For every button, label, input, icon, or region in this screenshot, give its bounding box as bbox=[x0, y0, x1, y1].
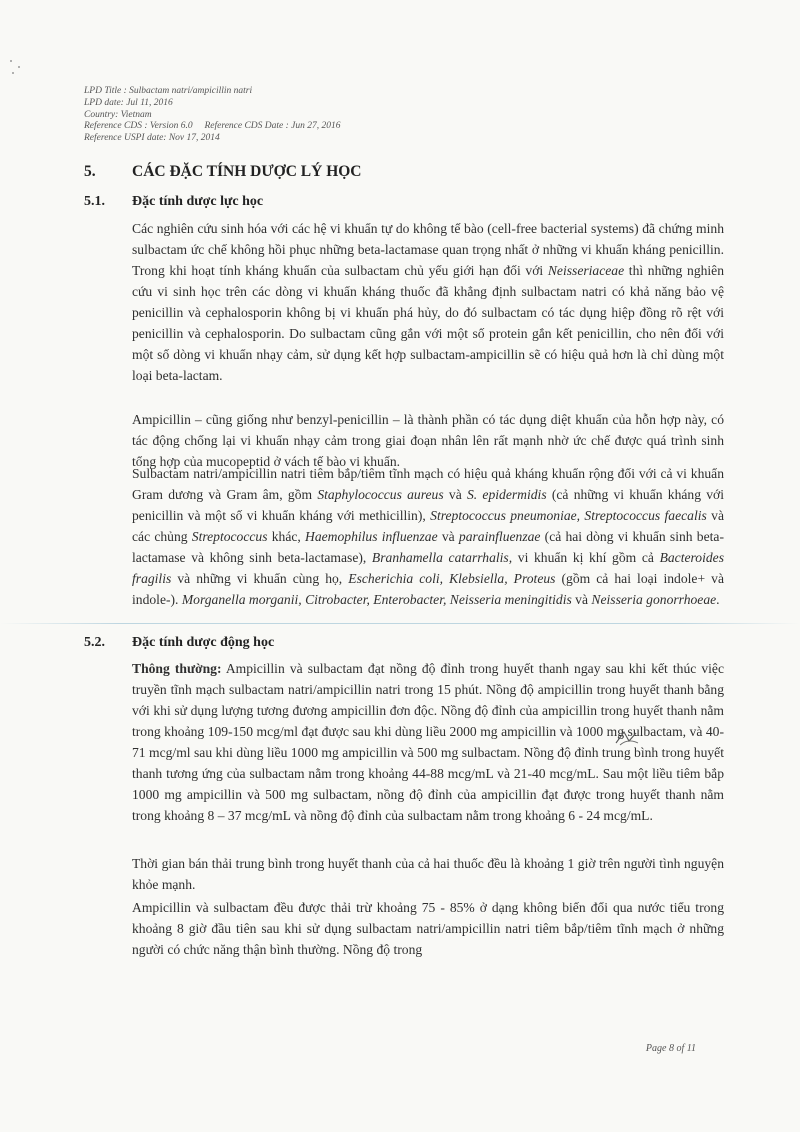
italic-term: S. epidermidis bbox=[466, 486, 547, 502]
text-run: khác, bbox=[271, 528, 301, 544]
italic-term: Neisseria gonorrhoeae bbox=[591, 591, 717, 607]
section-heading bbox=[84, 163, 724, 181]
italic-term: Escherichia coli, Klebsiella, Proteus bbox=[348, 570, 556, 586]
subsection-heading-5-2 bbox=[84, 635, 724, 651]
text-run: và những vi khuẩn cùng họ, bbox=[177, 570, 343, 586]
header-title: LPD Title : Sulbactam natri/ampicillin natri bbox=[84, 86, 253, 96]
italic-term: Bacteroides fragilis bbox=[132, 549, 724, 586]
subsection-title: Đặc tính dược động học bbox=[132, 635, 275, 650]
italic-term: Haemophilus influenzae bbox=[305, 528, 438, 544]
text-run: Ampicillin và sulbactam đạt nồng độ đỉnh trong huyết thanh ngay sau khi kết thúc việc truyền tĩnh mạch sulbactam natri/ampicillin natri trong 15 phút. Nồng độ ampicillin trong huyết thanh bằng với khi sử dụng lượng tương đương ampicillin đơn độc. Nồng độ đỉnh của ampicillin trong huyết thanh nằm trong khoảng 109-150 mcg/ml đạt được sau khi dùng liều 2000 mg ampicillin và 1000 mg sulbactam, và 40-71 mcg/ml sau khi dùng liều 1000 mg ampicillin và 500 mg sulbactam. Nồng độ đỉnh trung bình trong huyết thanh tương ứng của sulbactam nằm trong khoảng 44-88 mcg/mL và 21-40 mcg/mL. Sau một liều tiêm bắp 1000 mg ampicillin và 500 mg sulbactam, nồng độ đỉnh của ampicillin đạt được trong huyết thanh nằm trong khoảng 8 – 37 mcg/mL và nồng độ đỉnh của sulbactam nằm trong khoảng 6 - 24 mcg/mL. bbox=[132, 660, 724, 823]
handwritten-mark-icon bbox=[614, 729, 640, 747]
subsection-title: Đặc tính dược lực học bbox=[132, 194, 264, 209]
italic-term: Staphylococcus aureus bbox=[317, 486, 444, 502]
header-date: LPD date: Jul 11, 2016 bbox=[84, 97, 173, 108]
text-run: (cả hai dòng vi khuẩn sinh beta-lactamase và không sinh beta-lactamase), bbox=[132, 528, 724, 565]
italic-term: Streptococcus pneumoniae, Streptococcus faecalis bbox=[430, 507, 707, 523]
paragraph-pharmacokinetics-3: Ampicillin và sulbactam đều được thải trừ khoảng 75 - 85% ở dạng không biến đổi qua nước tiểu trong khoảng 8 giờ đầu tiên sau khi sử dụng sulbactam natri/ampicillin natri tiêm bắp/tiêm tĩnh mạch ở những người có chức năng thận bình thường. Nồng độ trong bbox=[132, 899, 724, 957]
text-run: thì những nghiên cứu vi sinh học trên các dòng vi khuẩn kháng thuốc đã khẳng định sulbactam natri có khả năng bảo vệ penicillin và cephalosporin không bị vi khuẩn phá hủy, do đó sulbactam có tác dụng hiệp đồng rõ rệt với penicillin và cephalosporin. Do sulbactam cũng gắn với một số protein gắn kết penicillin, cho nên đối với một số dòng vi khuẩn nhạy cảm, sử dụng kết hợp sulbactam-ampicillin sẽ có hiệu quả hơn là chỉ dùng một loại beta-lactam. bbox=[132, 262, 725, 383]
text-run: vi khuẩn kị khí gồm cả bbox=[517, 549, 654, 565]
header-reference-cds: Reference CDS : Version 6.0 Reference CDS Date : Jun 27, 2016 bbox=[84, 121, 341, 132]
scan-artifact-line bbox=[0, 623, 800, 624]
text-run: . bbox=[716, 591, 720, 607]
italic-term: Branhamella catarrhalis, bbox=[371, 549, 513, 565]
section-number: 5. bbox=[84, 163, 96, 180]
italic-term: Neisseriaceae bbox=[547, 262, 625, 278]
subsection-number: 5.2. bbox=[84, 635, 105, 650]
text-run: (gồm cả hai loại indole+ và indole-). bbox=[132, 570, 725, 607]
subsection-number: 5.1. bbox=[84, 194, 105, 209]
section-title: CÁC ĐẶC TÍNH DƯỢC LÝ HỌC bbox=[132, 163, 362, 180]
italic-term: Streptococcus bbox=[191, 528, 268, 544]
paragraph-pharmacodynamics-2: Ampicillin – cũng giống như benzyl-penicillin – là thành phần có tác dụng diệt khuẩn của hỗn hợp này, có tác động chống lại vi khuẩn nhạy cảm trong giai đoạn nhân lên rất mạnh nhờ ức chế được quá trình sinh tổng hợp của mucopeptid ở vách tế bào vi khuẩn. bbox=[132, 411, 724, 469]
paragraph-antibacterial-spectrum bbox=[132, 463, 724, 610]
paragraph-pharmacodynamics-1 bbox=[132, 218, 724, 386]
text-run: và bbox=[441, 528, 455, 544]
scan-speckles bbox=[8, 58, 28, 78]
subsection-heading-5-1 bbox=[84, 194, 724, 210]
paragraph-pharmacokinetics-2: Thời gian bán thải trung bình trong huyết thanh của cả hai thuốc đều là khoảng 1 giờ trên người tình nguyện khỏe mạnh. bbox=[132, 855, 724, 892]
italic-term: Morganella morganii, Citrobacter, Enterobacter, Neisseria meningitidis bbox=[181, 591, 572, 607]
text-run: Các nghiên cứu sinh hóa với các hệ vi khuẩn tự do không tế bào (cell-free bacterial systems) đã chứng minh sulbactam ức chế không hồi phục những beta-lactamase quan trọng nhất ở những vi khuẩn kháng penicillin. Trong khi hoạt tính kháng khuẩn của sulbactam chủ yếu giới hạn đối với bbox=[132, 220, 724, 278]
text-run: và các chủng bbox=[132, 507, 724, 544]
header-country: Country: Vietnam bbox=[84, 109, 152, 120]
text-run: và bbox=[575, 591, 589, 607]
header-uspi-date: Reference USPI date: Nov 17, 2014 bbox=[84, 133, 220, 144]
document-header bbox=[84, 86, 484, 145]
bold-label: Thông thường: bbox=[132, 660, 222, 676]
text-run: Sulbactam natri/ampicillin natri tiêm bắp/tiêm tĩnh mạch có hiệu quả kháng khuẩn rộng đối với cả vi khuẩn Gram dương và Gram âm, gồm bbox=[132, 465, 724, 502]
text-run: và bbox=[448, 486, 462, 502]
italic-term: parainfluenzae bbox=[458, 528, 541, 544]
page-number: Page 8 of 11 bbox=[645, 1043, 696, 1054]
text-run: (cả những vi khuẩn kháng với penicillin và một số vi khuẩn kháng với methicillin), bbox=[132, 486, 724, 523]
